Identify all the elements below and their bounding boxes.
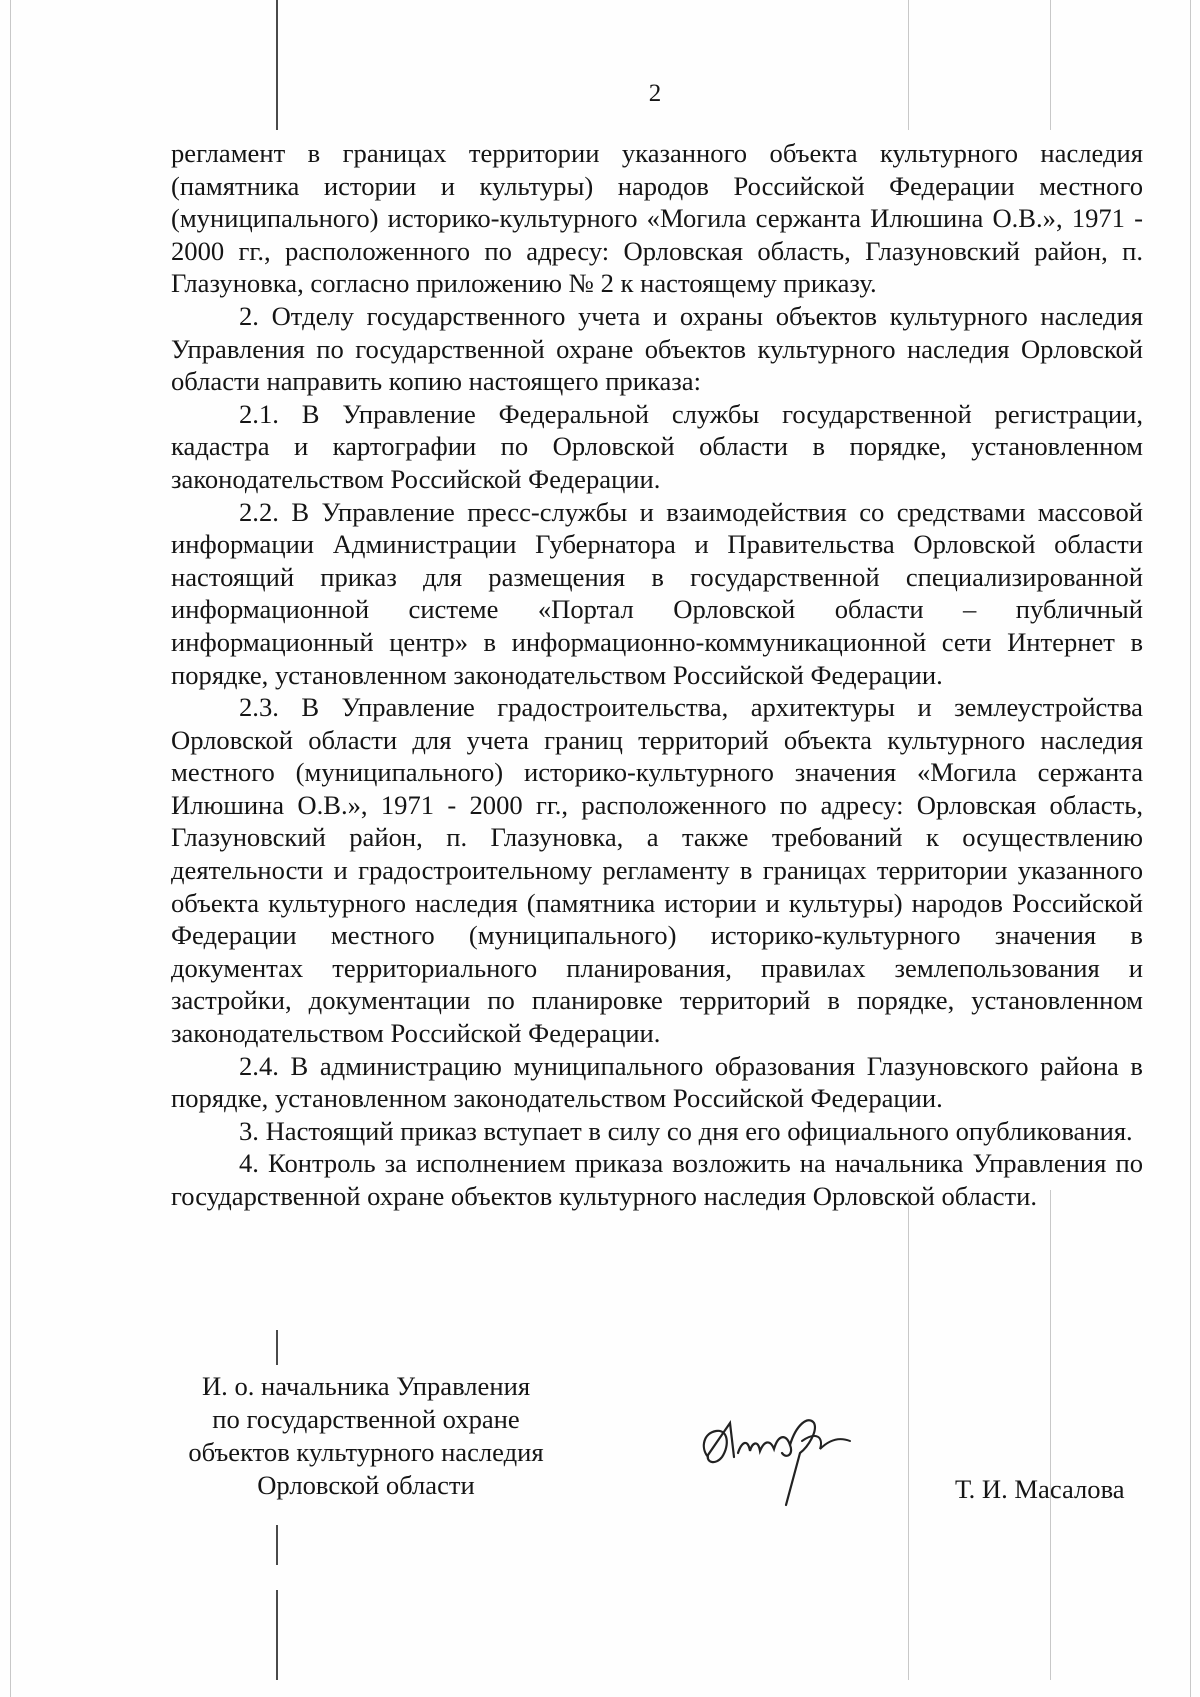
signatory-title-line: Орловской области: [257, 1470, 475, 1500]
scan-artifact-line: [276, 0, 278, 130]
signatory-title-line: И. о. начальника Управления: [201, 1371, 531, 1401]
scan-artifact-line: [908, 1190, 909, 1680]
paragraph-item-2-3: 2.3. В Управление градостроительства, архитектуры и землеустройства Орловской области для учета границ территорий объекта культурного наследия местного (муниципального) историко-культурного значения «Могила сержанта Илюшина О.В.», 1971 - 2000 гг., расположенного по адресу: Орловская область, Глазуновский район, п. Глазуновка, а также требований к осуществлению деятельности и градостроительному регламенту в границах территории указанного объекта культурного наследия (памятника истории и культуры) народов Российской Федерации местного (муниципального) историко-культурного значения в документах территориального планирования, правилах землепользования и застройки, документации по планировке территорий в порядке, установленном законодательством Российской Федерации.: [171, 692, 1143, 1049]
paragraph-item-2: 2. Отделу государственного учета и охраны объектов культурного наследия Управления по государственной охране объектов культурного наследия Орловской области направить копию настоящего приказа:: [171, 300, 1143, 397]
scan-artifact-line: [1190, 0, 1191, 1697]
scan-artifact-line: [276, 1330, 278, 1365]
signatory-title-line: по государственной охране: [212, 1404, 520, 1434]
page-number: 2: [648, 80, 662, 107]
paragraph-item-2-4: 2.4. В администрацию муниципального образования Глазуновского района в порядке, установленном законодательством Российской Федерации.: [171, 1050, 1143, 1114]
paragraph-item-3: 3. Настоящий приказ вступает в силу со дня его официального опубликования.: [239, 1115, 1133, 1146]
scan-artifact-line: [276, 1590, 278, 1680]
signatory-title: [171, 1370, 561, 1502]
scan-artifact-line: [10, 0, 11, 1697]
scan-artifact-line: [908, 0, 909, 130]
paragraph-item-2-2: 2.2. В Управление пресс-службы и взаимодействия со средствами массовой информации Администрации Губернатора и Правительства Орловской области настоящий приказ для размещения в государственной специализированной информационной системе «Портал Орловской области – публичный информационный центр» в информационно-коммуникационной сети Интернет в порядке, установленном законодательством Российской Федерации.: [171, 496, 1143, 690]
scan-artifact-line: [276, 1525, 278, 1565]
paragraph-item-2-1: 2.1. В Управление Федеральной службы государственной регистрации, кадастра и картографии по Орловской области в порядке, установленном законодательством Российской Федерации.: [171, 398, 1143, 494]
scan-artifact-line: [1050, 1190, 1051, 1680]
document-body: [171, 137, 1143, 1213]
paragraph-continuation: регламент в границах территории указанного объекта культурного наследия (памятника истории и культуры) народов Российской Федерации местного (муниципального) историко-культурного «Могила сержанта Илюшина О.В.», 1971 - 2000 гг., расположенного по адресу: Орловская область, Глазуновский район, п. Глазуновка, согласно приложению № 2 к настоящему приказу.: [171, 138, 1143, 299]
paragraph-item-4: 4. Контроль за исполнением приказа возложить на начальника Управления по государственной охране объектов культурного наследия Орловской области.: [171, 1148, 1143, 1211]
scan-artifact-line: [1050, 0, 1051, 130]
signer-name: Т. И. Масалова: [955, 1474, 1125, 1504]
handwritten-signature: [690, 1395, 870, 1515]
signatory-title-line: объектов культурного наследия: [188, 1437, 544, 1467]
